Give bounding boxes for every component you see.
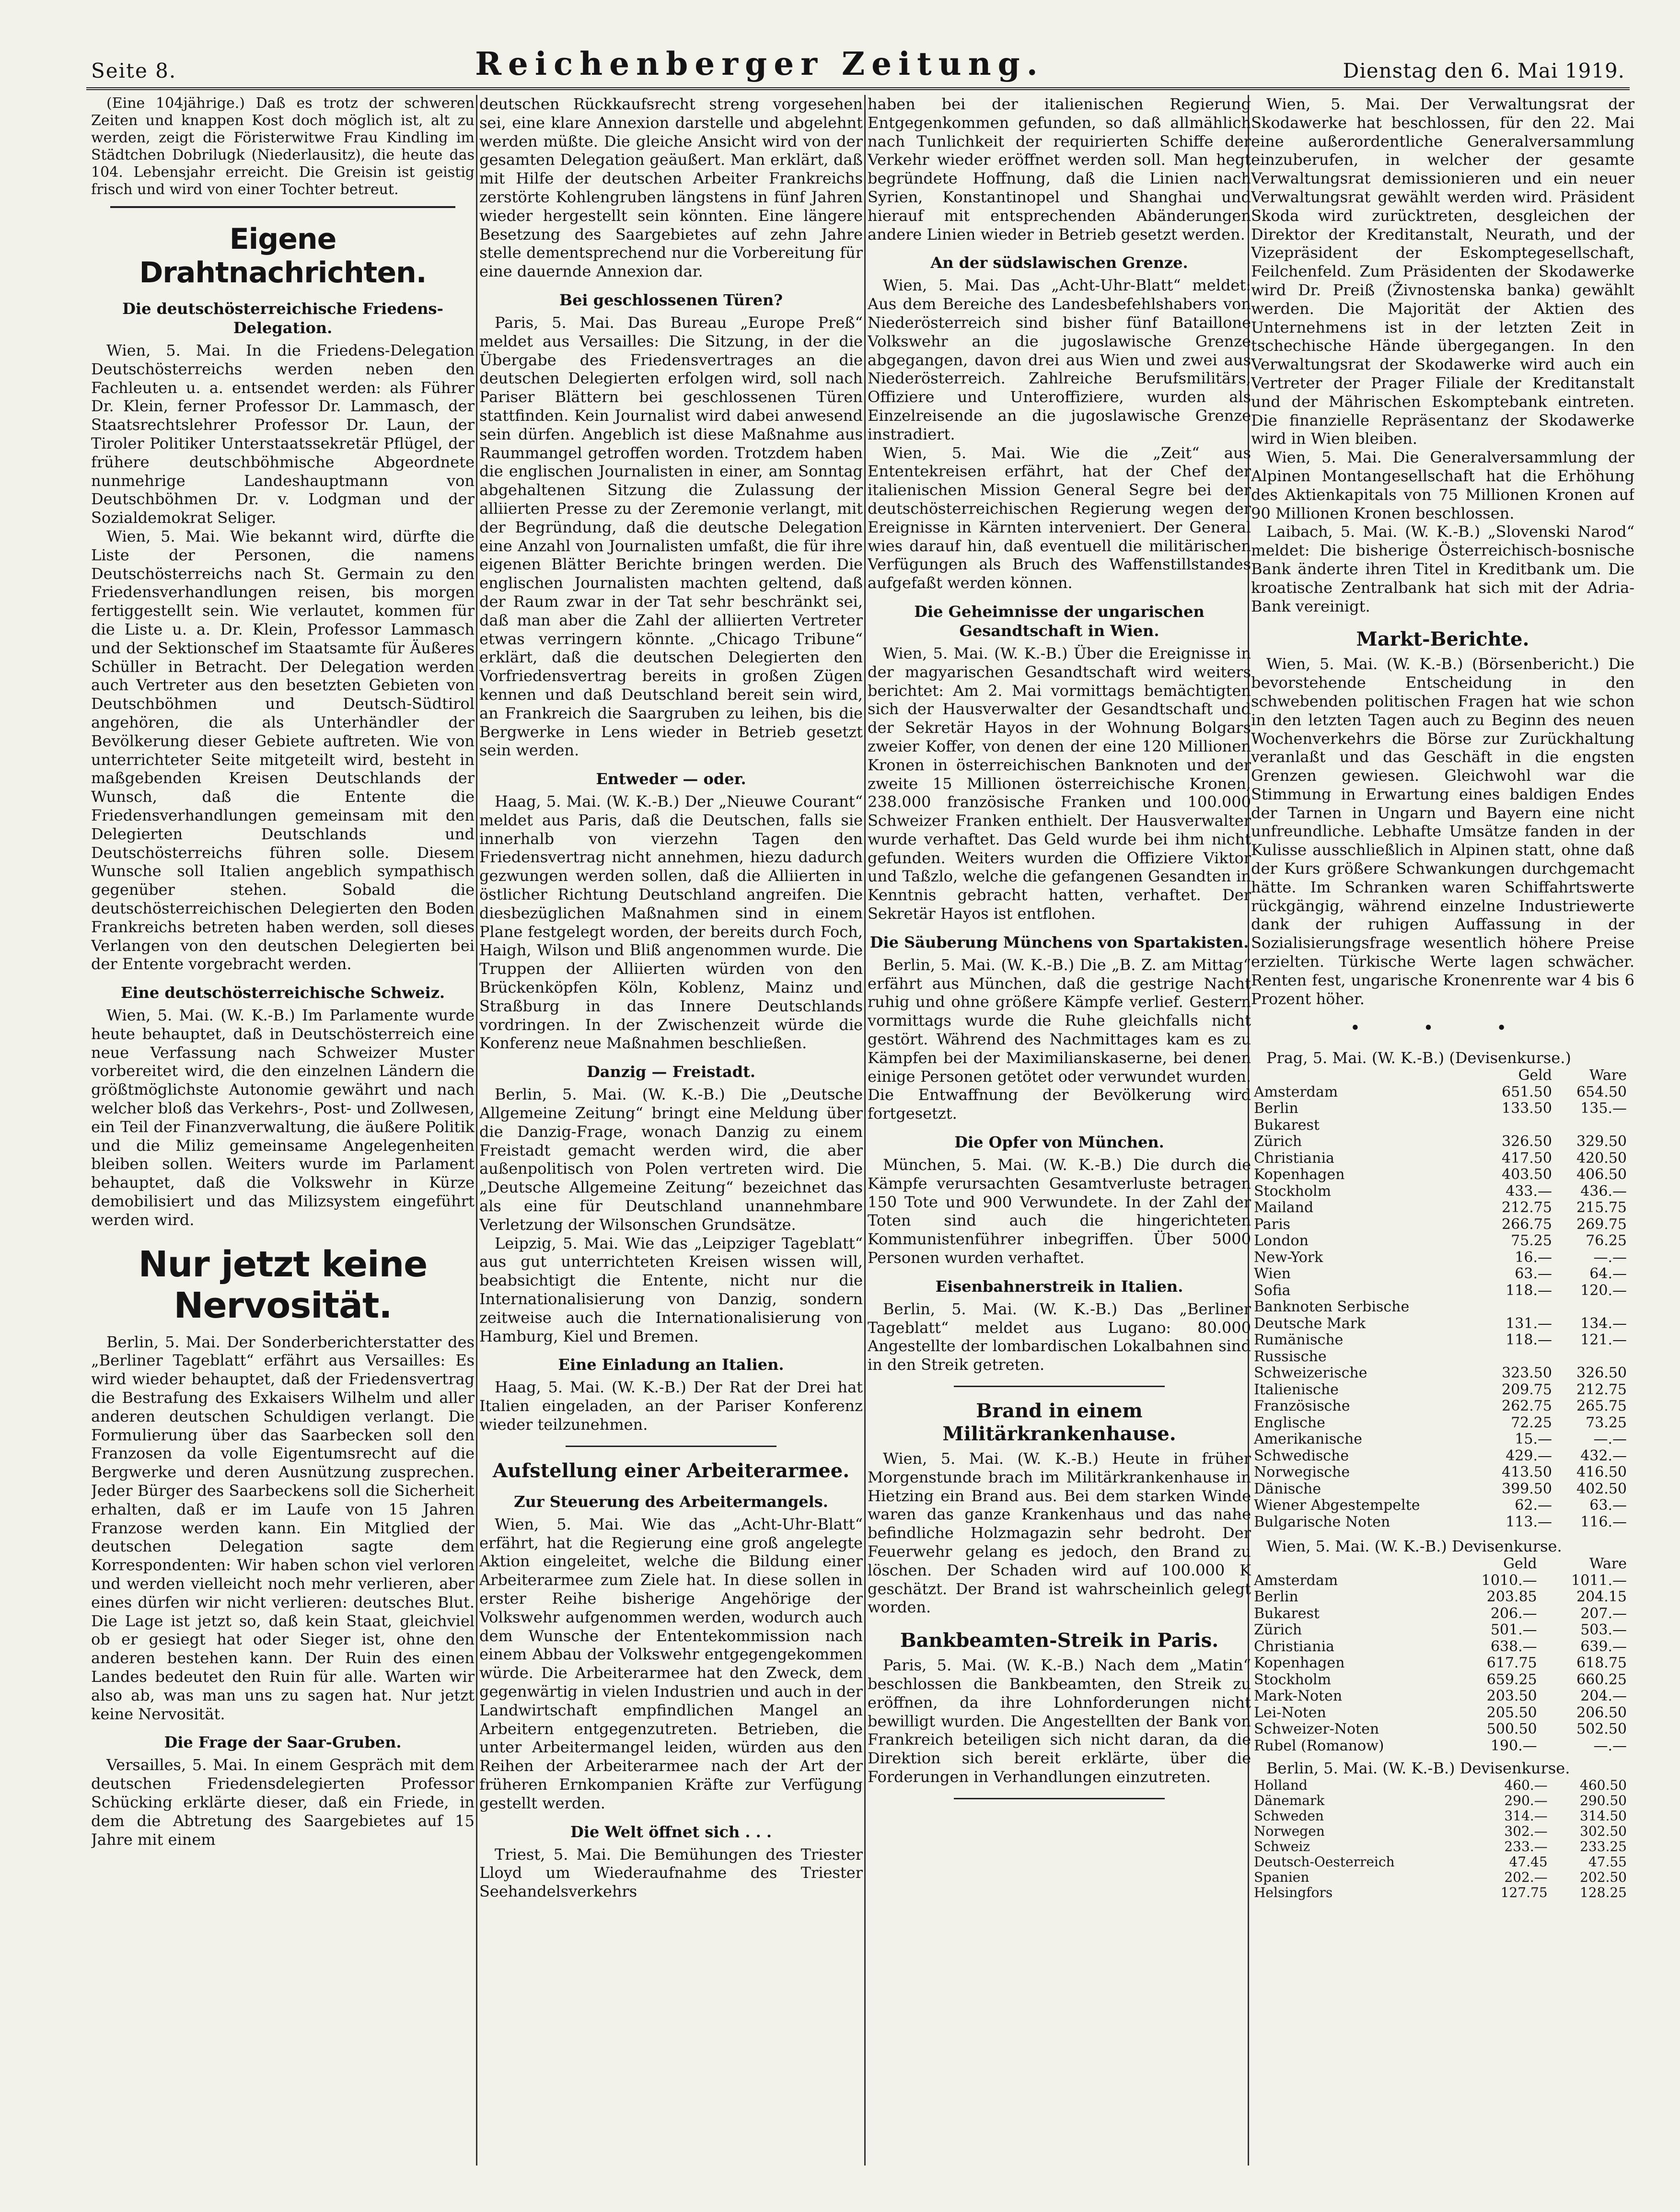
article-text: (Eine 104jährige.) Daß es trotz der schweren Zeiten und knappen Kost doch möglich ist, alt zu werden, zeigt die Föristerwitwe Frau Kindling im Städtchen Dobrilugk (Niederlausitz), die heute das 104. Lebensjahr erreicht. Die Greisin ist geistig frisch und wird von einer Tochter betreut. xyxy=(91,95,475,198)
table-row xyxy=(1251,1497,1630,1514)
rate-value: 660.25 xyxy=(1576,1671,1627,1688)
article-heading: Die Geheimnisse der ungarischen Gesandtschaft in Wien. xyxy=(914,602,1205,640)
currency-name: Rumänische xyxy=(1254,1332,1344,1349)
rate-value: 76.25 xyxy=(1586,1232,1627,1250)
rate-value: 266.75 xyxy=(1502,1216,1552,1233)
currency-name: Italienische xyxy=(1254,1381,1339,1398)
table-row xyxy=(1251,1793,1630,1808)
section-heading: Markt-Berichte. xyxy=(1356,628,1529,651)
rate-value: 73.25 xyxy=(1586,1414,1627,1431)
article-text: Paris, 5. Mai. Das Bureau „Europe Preß“ meldet aus Versailles: Die Sitzung, in der die Übergabe des Friedensvertrages an die deutschen Delegierten erfolgen wird, soll nach Pariser Blättern bei geschlossenen Türen stattfinden. Kein Journalist wird dabei anwesend sein dürfen. Angeblich ist diese Maßnahme aus Raummangel getroffen worden. Trotzdem haben die englischen Journalisten in einer, am Sonntag abgehaltenen Sitzung die Zulassung der alliierten Presse zu der Zeremonie verlangt, mit der Begründung, daß die deutsche Delegation eine Anzahl von Journalisten umfaßt, die für ihre eigenen Blätter Berichte bringen werden. Die englischen Journalisten machten geltend, daß der Raum zwar in der Tat sehr beschränkt sei, daß man aber die Zahl der alliierten Vertreter etwas verringern könnte. „Chicago Tribune“ erklärt, daß die deutschen Delegierten den Vorfriedensvertrag bereits in großen Zügen kennen und daß Deutschland bereit sein wird, an Frankreich die Saargruben zu leihen, bis die Bergwerke in Lens wieder in Betrieb gesetzt sein werden. xyxy=(479,313,863,760)
currency-name: Amerikanische xyxy=(1254,1431,1363,1448)
rate-value: 500.50 xyxy=(1486,1721,1537,1738)
column-header: Ware xyxy=(1589,1555,1627,1573)
currency-name: Norwegen xyxy=(1254,1823,1325,1839)
article-text: Wien, 5. Mai. (W. K.-B.) Im Parlamente wurde heute behauptet, daß in Deutschösterreich eine neue Verfassung nach Schweizer Muster vorbereitet wird, die den einzelnen Ländern die größtmöglichste Autonomie gewährt und nach welcher bloß das Verkehrs-, Post- und Zollwesen, ein Teil der Finanzverwaltung, die äußere Politik und die Miliz gemeinsame Angelegenheiten bleiben sollen. Weiters wurde im Parlament behauptet, daß die Volkswehr in Kürze demobilisiert und das Milizsystem eingeführt werden wird. xyxy=(91,1006,475,1229)
rate-value: 417.50 xyxy=(1502,1149,1552,1167)
rate-value: 406.50 xyxy=(1576,1166,1627,1183)
currency-name: Helsingfors xyxy=(1254,1884,1333,1900)
rate-value: 651.50 xyxy=(1502,1083,1552,1100)
table-row xyxy=(1251,1870,1630,1885)
article-text: Leipzig, 5. Mai. Wie das „Leipziger Tageblatt“ aus gut unterrichteten Kreisen wissen will, beabsichtigt die Entente, nicht nur die Internationalisierung von Danzig, sondern zeitweise auch die Internationalisierung von Hamburg, Kiel und Bremen. xyxy=(479,1234,863,1345)
rate-value: 618.75 xyxy=(1576,1655,1627,1672)
article-text: Wien, 5. Mai. (W. K.-B.) Über die Ereignisse in der magyarischen Gesandtschaft wird weiters berichtet: Am 2. Mai vormittags bemächtigten sich der Hausverwalter der Gesandtschaft und der Sekretär Hayos in der Wohnung Bolgars zweier Koffer, von denen der eine 120 Millionen Kronen in österreichischen Banknoten und der zweite 15 Millionen österreichische Kronen, 238.000 französische Franken und 100.000 Schweizer Franken enthielt. Der Hausverwalter wurde verhaftet. Das Geld wurde bei ihm nicht gefunden. Weiters wurden die Offiziere Viktor und Taßzlo, welche die gefangenen Gesandten in Kenntnis gebracht hatten, verhaftet. Der Sekretär Hayos ist entflohen. xyxy=(868,644,1251,923)
currency-name: Mailand xyxy=(1254,1199,1314,1216)
currency-name: Schweizer-Noten xyxy=(1254,1721,1379,1738)
currency-name: Rubel (Romanow) xyxy=(1254,1737,1384,1754)
currency-name: Norwegische xyxy=(1254,1464,1350,1481)
table-row xyxy=(1251,1672,1630,1689)
article-heading: Bankbeamten-Streik in Paris. xyxy=(900,1629,1219,1652)
rate-value xyxy=(1555,1117,1630,1134)
section-rule xyxy=(110,206,455,208)
rate-value: 1011.— xyxy=(1571,1572,1627,1589)
rate-value: —.— xyxy=(1593,1431,1627,1448)
table-row xyxy=(1251,1622,1630,1639)
currency-name: Lei-Noten xyxy=(1254,1704,1326,1721)
newspaper-title: Reichenberger Zeitung. xyxy=(475,45,1044,82)
article-text: Versailles, 5. Mai. In einem Gespräch mit dem deutschen Friedensdelegierten Professor Schücking erklärte dieser, daß ein Friede, in dem die Abtretung des Saargebietes auf 15 Jahre mit einem xyxy=(91,1756,475,1849)
currency-name: Zürich xyxy=(1254,1133,1302,1150)
rate-value: 203.85 xyxy=(1486,1588,1537,1606)
article-text: Berlin, 5. Mai. Der Sonderberichterstatter des „Berliner Tageblatt“ erfährt aus Versailles: Es wird wieder behauptet, daß der Friedensvertrag die Bestrafung des Exkaisers Wilhelm und aller anderen deutschen Schuldigen verlangt. Die Formulierung über das Saarbecken soll den Franzosen da volle Eigentumsrecht auf die Bergwerke und deren Ausnützung zusprechen. Jeder Bürger des Saarbeckens soll die Sicherheit erhalten, daß er im Laufe von 15 Jahren Franzose werden kann. Ein Mitglied der deutschen Delegation sagte dem Korrespondenten: Wir haben schon viel verloren und werden vielleicht noch mehr verlieren, aber eines dürfen wir nicht verlieren: deutsches Blut. Die Lage ist jetzt so, daß kein Staat, gleichviel ob er gesiegt hat oder Sieger ist, ohne den anderen bestehen kann. Der Ruin des einen Landes bedeutet den Ruin für alle. Warten wir also ab, was man uns zu sagen hat. Nur jetzt keine Nervosität. xyxy=(91,1332,475,1723)
column-divider xyxy=(864,95,866,2166)
currency-name: New-York xyxy=(1254,1249,1323,1266)
article-heading: Eine Einladung an Italien. xyxy=(558,1355,784,1374)
article-heading: Nur jetzt keine Nervosität. xyxy=(138,1243,428,1326)
rate-value: 265.75 xyxy=(1576,1398,1627,1415)
table-row xyxy=(1251,1382,1630,1399)
rate-value: 269.75 xyxy=(1576,1216,1627,1233)
page-number: Seite 8. xyxy=(91,59,177,82)
rate-value: 326.50 xyxy=(1502,1133,1552,1150)
article-text: Haag, 5. Mai. (W. K.-B.) Der Rat der Drei hat Italien eingeladen, an der Pariser Konferenz wieder teilzunehmen. xyxy=(479,1378,863,1434)
rate-value: 416.50 xyxy=(1576,1464,1627,1481)
rate-value: 206.50 xyxy=(1576,1704,1627,1721)
rate-value: 659.25 xyxy=(1486,1671,1537,1688)
rate-value: 460.— xyxy=(1504,1777,1548,1793)
rate-value: 190.— xyxy=(1490,1737,1537,1754)
article-text: Laibach, 5. Mai. (W. K.-B.) „Slovenski Narod“ meldet: Die bisherige Österreichisch-bosnische Bank änderte ihren Titel in Kreditbank um. Die kroatische Zentralbank hat sich mit der Adria-Bank vereinigt. xyxy=(1251,522,1634,615)
currency-name: Stockholm xyxy=(1254,1671,1332,1688)
rate-value: 207.— xyxy=(1580,1605,1627,1622)
article-text: Wien, 5. Mai. In die Friedens-Delegation Deutschösterreichs werden neben den Fachleuten u. a. entsendet werden: als Führer Dr. Klein, ferner Professor Dr. Lammasch, der Staatsrechtslehrer Professor Dr. Laun, der Tiroler Politiker Unterstaatssekretär Pflügel, der frühere deutschböhmische Abgeordnete nunmehrige Landeshauptmann von Deutschböhmen Dr. v. Lodgman und der Sozialdemokrat Seliger. xyxy=(91,341,475,527)
section-heading: Eigene Drahtnachrichten. xyxy=(139,222,427,290)
currency-name: Sofia xyxy=(1254,1282,1291,1299)
rate-value: 215.75 xyxy=(1576,1199,1627,1216)
rate-value xyxy=(1555,1299,1630,1316)
table-row xyxy=(1251,1721,1630,1738)
table-row xyxy=(1251,1778,1630,1793)
currency-name: Paris xyxy=(1254,1216,1291,1233)
rate-value: 502.50 xyxy=(1576,1721,1627,1738)
column-1 xyxy=(91,95,475,2166)
table-row xyxy=(1251,1655,1630,1672)
column-2 xyxy=(479,95,863,2166)
table-row xyxy=(1251,1167,1630,1183)
table-row xyxy=(1251,1299,1630,1316)
rate-value: 402.50 xyxy=(1576,1480,1627,1497)
table-row xyxy=(1251,1150,1630,1167)
rate-value: 429.— xyxy=(1506,1447,1552,1464)
rate-value xyxy=(1480,1117,1555,1134)
rate-value xyxy=(1555,1349,1630,1366)
berlin-rates-table xyxy=(1251,1778,1630,1900)
currency-name: Kopenhagen xyxy=(1254,1655,1345,1672)
article-text: Wien, 5. Mai. (W. K.-B.) (Börsenbericht.) Die bevorstehende Entscheidung in den schwebenden politischen Fragen hat wie schon in den letzten Tagen auch zu Beginn des neuen Wochenverkehrs die Börse zur Zurückhaltung veranlaßt und das Geschäft in die engsten Grenzen gewiesen. Gleichwohl war die Stimmung in Erwartung eines baldigen Endes der Tarnen in Ungarn und Bayern eine nicht unfreundliche. Lebhafte Umsätze fanden in der Kulisse ausschließlich in Alpinen statt, ohne daß der Kurs größere Schwankungen durchgemacht hätte. Im Schranken waren Schiffahrtswerte rückgängig, während einzelne Industriewerte dank der ruhigen Auffassung in der Sozialisierungsfrage wesentlich höhere Preise erzielten. Türkische Werte lagen schwächer. Renten fest, ungarische Kronenrente war 4 bis 6 Prozent höher. xyxy=(1251,655,1634,1008)
article-text: Berlin, 5. Mai. (W. K.-B.) Das „Berliner Tageblatt“ meldet aus Lugano: 80.000 Angestellte der lombardischen Lokalbahnen sind in den Streik getreten. xyxy=(868,1299,1251,1374)
currency-name: Wien xyxy=(1254,1265,1291,1283)
rate-value: 205.50 xyxy=(1486,1704,1537,1721)
article-text: Wien, 5. Mai. Wie das „Acht-Uhr-Blatt“ erfährt, hat die Regierung eine groß angelegte Aktion eingeleitet, welche die Bildung einer Arbeiterarmee zum Ziele hat. In diese sollen in erster Reihe bisherige Angehörige der Volkswehr aufgenommen werden, wodurch auch dem Wunsche der Ententekommission nach einem Abbau der Volkswehr entgegengekommen würde. Die Arbeiterarmee hat den Zweck, dem gegenwärtig in vielen Industrien und auch in der Landwirtschaft empfindlichen Mangel an Arbeitern entgegenzutreten. Betrieben, die unter Arbeitermangel leiden, würden aus den Reihen der Arbeiterarmee nach der Art der früheren Ernkompanien Kräfte zur Verfügung gestellt werden. xyxy=(479,1515,863,1812)
currency-name: Berlin xyxy=(1254,1100,1298,1117)
rate-value: —.— xyxy=(1593,1737,1627,1754)
rate-value: 209.75 xyxy=(1502,1381,1552,1398)
currency-name: Schweizerische xyxy=(1254,1365,1367,1382)
article-text: Wien, 5. Mai. Das „Acht-Uhr-Blatt“ meldet: Aus dem Bereiche des Landesbefehlshabers von Niederösterreich sind bisher fünf Bataillone Volkswehr an die jugoslawische Grenze abgegangen, davon drei aus Wien und zwei aus Niederösterreich. Zahlreiche Berufsmilitärs, Offiziere und Unteroffiziere, wurden als Einzelreisende an die jugoslawische Grenze instradiert. xyxy=(868,276,1251,443)
currency-name: Englische xyxy=(1254,1414,1325,1431)
rate-value: 460.50 xyxy=(1580,1777,1627,1793)
table-row xyxy=(1251,1084,1630,1101)
separator-dots: • • • xyxy=(1350,1019,1536,1039)
currency-name: Spanien xyxy=(1254,1869,1309,1885)
rate-value: 233.25 xyxy=(1580,1838,1627,1854)
rate-value: 290.50 xyxy=(1580,1792,1627,1808)
currency-name: Bulgarische Noten xyxy=(1254,1513,1390,1530)
currency-name: Schwedische xyxy=(1254,1447,1349,1464)
article-heading: Die Säuberung Münchens von Spartakisten. xyxy=(869,933,1249,951)
rate-value: 62.— xyxy=(1515,1497,1552,1514)
currency-name: Banknoten Serbische xyxy=(1254,1298,1410,1316)
currency-name: Bukarest xyxy=(1254,1605,1320,1622)
currency-name: Schweden xyxy=(1254,1807,1324,1824)
table-row xyxy=(1251,1183,1630,1200)
article-text: Wien, 5. Mai. (W. K.-B.) Heute in früher Morgenstunde brach im Militärkrankenhause in Hietzing ein Brand aus. Bei dem starken Winde waren das ganze Krankenhaus und das nahe befindliche Holzmagazin sehr bedroht. Der Feuerwehr gelang es jedoch, den Brand zu löschen. Der Schaden wird auf 100.000 K geschätzt. Der Brand ist wahrscheinlich gelegt worden. xyxy=(868,1449,1251,1617)
rate-value: 116.— xyxy=(1580,1513,1627,1530)
table-row xyxy=(1251,1365,1630,1382)
rate-value: 433.— xyxy=(1506,1182,1552,1200)
table-row xyxy=(1251,1134,1630,1150)
article-text: Triest, 5. Mai. Die Bemühungen des Triester Lloyd um Wiederaufnahme des Triester Seehandelsverkehrs xyxy=(479,1845,863,1901)
column-header: Ware xyxy=(1589,1067,1627,1084)
rate-value: 47.45 xyxy=(1509,1853,1548,1870)
article-heading: Brand in einem Militärkrankenhause. xyxy=(942,1400,1176,1446)
currency-name: Russische xyxy=(1254,1348,1327,1365)
table-row xyxy=(1251,1117,1630,1134)
rate-value: 326.50 xyxy=(1576,1365,1627,1382)
rate-value: 314.50 xyxy=(1580,1807,1627,1824)
table-row xyxy=(1251,1481,1630,1498)
rate-value: 202.50 xyxy=(1580,1869,1627,1885)
table-row xyxy=(1251,1705,1630,1722)
rate-value: 127.75 xyxy=(1500,1884,1548,1900)
currency-name: Französische xyxy=(1254,1398,1350,1415)
article-heading: Die Frage der Saar-Gruben. xyxy=(164,1733,402,1752)
rate-value: 63.— xyxy=(1515,1265,1552,1283)
table-row xyxy=(1251,1808,1630,1824)
currency-name: Dänische xyxy=(1254,1480,1321,1497)
currency-name: Mark-Noten xyxy=(1254,1688,1343,1705)
rate-value: 131.— xyxy=(1506,1315,1552,1332)
article-text: Paris, 5. Mai. (W. K.-B.) Nach dem „Matin“ beschlossen die Bankbeamten, den Streik zu eröffnen, da ihre Lohnforderungen nicht bewilligt wurden. Die Angestellten der Bank von Frankreich beteiligen sich nicht daran, da die Direktion sich bereit erklärte, über die Forderungen in Verhandlungen einzutreten. xyxy=(868,1656,1251,1786)
rate-value: 135.— xyxy=(1580,1100,1627,1117)
rate-value: 212.75 xyxy=(1576,1381,1627,1398)
article-heading: Die Welt öffnet sich . . . xyxy=(570,1822,772,1841)
table-row xyxy=(1251,1824,1630,1839)
rate-value xyxy=(1480,1299,1555,1316)
table-row xyxy=(1251,1415,1630,1432)
currency-name: Deutsche Mark xyxy=(1254,1315,1366,1332)
rate-value: 413.50 xyxy=(1502,1464,1552,1481)
article-text: Wien, 5. Mai. Wie bekannt wird, dürfte die Liste der Personen, die namens Deutschösterreichs nach St. Germain zu den Friedensverhandlungen reisen, bis morgen fertiggestellt sein. Wie verlautet, kommen für die Liste u. a. Dr. Klein, Professor Lammasch und der Sektionschef im Staatsamte für Äußeres Schüller in Betracht. Der Delegation werden auch Vertreter aus den besetzten Gebieten von Deutschböhmen und Deutsch-Südtirol angehören, die als Unterhändler der Bevölkerung dieser Gebiete auftreten. Wie von unterrichteter Seite mitgeteilt wird, besteht in maßgebenden Kreisen Deutschlands der Wunsch, daß die Entente die Friedensverhandlungen gemeinsam mit den Delegierten Deutschlands und Deutschösterreichs führen solle. Diesem Wunsche soll Italien angeblich sympathisch gegenüber stehen. Sobald die deutschösterreichischen Delegierten den Boden Frankreichs betreten haben werden, soll dieses Verlangen von den deutschen Delegierten bei der Entente vorgebracht werden. xyxy=(91,527,475,973)
masthead-rule xyxy=(86,87,1630,90)
currency-name: Christiania xyxy=(1254,1638,1334,1655)
table-row xyxy=(1251,1398,1630,1415)
currency-name: Deutsch-Oesterreich xyxy=(1254,1853,1395,1870)
rate-value: 403.50 xyxy=(1502,1166,1552,1183)
rate-value: 72.25 xyxy=(1511,1414,1552,1431)
table-row xyxy=(1251,1250,1630,1266)
currency-name: Stockholm xyxy=(1254,1182,1332,1200)
table-row xyxy=(1251,1573,1630,1589)
column-4 xyxy=(1251,95,1634,2166)
currency-name: Kopenhagen xyxy=(1254,1166,1345,1183)
column-divider xyxy=(476,95,477,2166)
rate-value: 128.25 xyxy=(1580,1884,1627,1900)
article-heading: An der südslawischen Grenze. xyxy=(930,254,1188,272)
article-text: Wien, 5. Mai. Die Generalversammlung der Alpinen Montangesellschaft hat die Erhöhung des Aktienkapitals von 75 Millionen Kronen auf 90 Millionen Kronen beschlossen. xyxy=(1251,448,1634,522)
rates-intro: Prag, 5. Mai. (W. K.-B.) (Devisenkurse.) xyxy=(1266,1049,1571,1067)
rate-value: 118.— xyxy=(1506,1332,1552,1349)
rate-value: 302.— xyxy=(1504,1823,1548,1839)
article-heading: Entweder — oder. xyxy=(596,770,746,788)
rate-value: 617.75 xyxy=(1486,1655,1537,1672)
table-row xyxy=(1251,1464,1630,1481)
rate-value: 121.— xyxy=(1580,1332,1627,1349)
article-heading: Danzig — Freistadt. xyxy=(586,1063,756,1081)
table-row xyxy=(1251,1639,1630,1656)
article-text: deutschen Rückkaufsrecht streng vorgesehen sei, eine klare Annexion darstelle und abgelehnt werden müßte. Die gleiche Ansicht wird von der gesamten Delegation geäußert. Man erklärt, daß mit Hilfe der deutschen Arbeiter Frankreichs zerstörte Kohlengruben längstens in fünf Jahren wieder hergestellt sein könnten. Eine längere Besetzung des Saargebietes auf zehn Jahre stelle dementsprechend nur die Vorbereitung für eine dauernde Annexion dar. xyxy=(479,95,863,281)
rate-value: 654.50 xyxy=(1576,1083,1627,1100)
table-row xyxy=(1251,1738,1630,1755)
rate-value: 1010.— xyxy=(1481,1572,1537,1589)
column-header: Geld xyxy=(1503,1555,1537,1573)
article-subheading: Zur Steuerung des Arbeitermangels. xyxy=(514,1492,828,1511)
rate-value: 202.— xyxy=(1504,1869,1548,1885)
rate-value: 290.— xyxy=(1504,1792,1548,1808)
rate-value: 638.— xyxy=(1490,1638,1537,1655)
rate-value: 63.— xyxy=(1589,1497,1627,1514)
currency-name: Berlin xyxy=(1254,1588,1298,1606)
currency-name: Holland xyxy=(1254,1777,1308,1793)
currency-name: Amsterdam xyxy=(1254,1572,1338,1589)
rate-value: 262.75 xyxy=(1502,1398,1552,1415)
rates-intro: Berlin, 5. Mai. (W. K.-B.) Devisenkurse. xyxy=(1266,1759,1570,1778)
section-rule xyxy=(954,1798,1165,1799)
currency-name: Bukarest xyxy=(1254,1116,1320,1134)
rate-value: 47.55 xyxy=(1588,1853,1627,1870)
table-row xyxy=(1251,1839,1630,1854)
table-row xyxy=(1251,1885,1630,1900)
table-row xyxy=(1251,1431,1630,1448)
rate-value: 118.— xyxy=(1506,1282,1552,1299)
table-row xyxy=(1251,1854,1630,1870)
table-row xyxy=(1251,1283,1630,1299)
table-row xyxy=(1251,1448,1630,1465)
rate-value: 399.50 xyxy=(1502,1480,1552,1497)
rate-value: 120.— xyxy=(1580,1282,1627,1299)
article-heading: Die Opfer von München. xyxy=(954,1133,1164,1152)
table-row xyxy=(1251,1606,1630,1622)
column-header: Geld xyxy=(1518,1067,1552,1084)
masthead xyxy=(91,39,1625,82)
rate-value: 436.— xyxy=(1580,1182,1627,1200)
currency-name: Christiania xyxy=(1254,1149,1334,1167)
table-row xyxy=(1251,1233,1630,1250)
article-heading: Eisenbahnerstreik in Italien. xyxy=(935,1277,1183,1296)
issue-date: Dienstag den 6. Mai 1919. xyxy=(1343,59,1625,82)
table-row xyxy=(1251,1216,1630,1233)
rate-value: 501.— xyxy=(1490,1621,1537,1639)
rate-value: 206.— xyxy=(1490,1605,1537,1622)
table-row xyxy=(1251,1100,1630,1117)
rate-value: 212.75 xyxy=(1502,1199,1552,1216)
article-text: München, 5. Mai. (W. K.-B.) Die durch die Kämpfe verursachten Gesamtverluste betragen 150 Tote und 900 Verwundete. In der Zahl der Toten sind auch die hingerichteten Kommunistenführer inbegriffen. Über 5000 Personen wurden verhaftet. xyxy=(868,1156,1251,1267)
article-heading: Die deutschösterreichische Friedens-Delegation. xyxy=(122,300,443,337)
rate-value: —.— xyxy=(1593,1249,1627,1266)
rate-value: 75.25 xyxy=(1511,1232,1552,1250)
rate-value: 204.15 xyxy=(1576,1588,1627,1606)
section-rule xyxy=(566,1446,776,1447)
table-row xyxy=(1251,1589,1630,1606)
rates-intro: Wien, 5. Mai. (W. K.-B.) Devisenkurse. xyxy=(1266,1537,1562,1556)
article-heading: Eine deutschösterreichische Schweiz. xyxy=(121,984,445,1002)
article-text: Berlin, 5. Mai. (W. K.-B.) Die „Deutsche Allgemeine Zeitung“ bringt eine Meldung über die Danzig-Frage, wonach Danzig zu einem Freistadt gemacht werden wird, die aber außenpolitisch von Polen vertreten wird. Die „Deutsche Allgemeine Zeitung“ bezeichnet das als eine für Deutschland unannehmbare Verletzung der Wilsonschen Grundsätze. xyxy=(479,1085,863,1234)
rate-value: 323.50 xyxy=(1502,1365,1552,1382)
table-row xyxy=(1251,1332,1630,1349)
rate-value: 233.— xyxy=(1504,1838,1548,1854)
table-row xyxy=(1251,1200,1630,1216)
rate-value: 420.50 xyxy=(1576,1149,1627,1167)
rate-value: 203.50 xyxy=(1486,1688,1537,1705)
article-text: haben bei der italienischen Regierung Entgegenkommen gefunden, so daß allmählich nach Tunlichkeit der requirierten Schiffe der Verkehr wieder eröffnet werden soll. Man hegt begründete Hoffnung, daß die Linien nach Syrien, Konstantinopel und Shanghai und hierauf mit entsprechenden Abänderungen andere Linien wieder in Betrieb gesetzt werden. xyxy=(868,95,1251,243)
table-row xyxy=(1251,1316,1630,1332)
rate-value: 639.— xyxy=(1580,1638,1627,1655)
rate-value: 503.— xyxy=(1580,1621,1627,1639)
article-heading: Aufstellung einer Arbeiterarmee. xyxy=(492,1459,850,1482)
article-text: Wien, 5. Mai. Wie die „Zeit“ aus Ententekreisen erfährt, hat der Chef der italienischen Mission General Segre bei der deutschösterreichischen Regierung wegen der Ereignisse in Kärnten interveniert. Der General wies darauf hin, daß eventuell die militärischen Verfügungen als Bruch des Waffenstillstandes aufgefaßt werden können. xyxy=(868,443,1251,592)
wien-rates-table xyxy=(1251,1556,1630,1754)
rate-value: 133.50 xyxy=(1502,1100,1552,1117)
rate-value: 314.— xyxy=(1504,1807,1548,1824)
article-text: Wien, 5. Mai. Der Verwaltungsrat der Skodawerke hat beschlossen, für den 22. Mai eine außerordentliche Generalversammlung einzuberufen, in welcher der gesamte Verwaltungsrat demissionieren und ein neuer Verwaltungsrat gewählt werden wird. Präsident Skoda wird zurücktreten, desgleichen der Direktor der Kreditanstalt, Neurath, und der Vizepräsident der Eskomptegesellschaft, Feilchenfeld. Zum Präsidenten der Skodawerke wird Dr. Preiß (Živnostenska banka) gewählt werden. Die Majorität der Aktien des Unternehmens ist in der letzten Zeit in tschechische Hände übergegangen. In den Verwaltungsrat der Skodawerke wird auch ein Vertreter der Prager Filiale der Kreditanstalt und der Mährischen Eskomptebank eintreten. Die finanzielle Repräsentanz der Skodawerke wird in Wien bleiben. xyxy=(1251,95,1634,448)
rate-value: 64.— xyxy=(1589,1265,1627,1283)
article-heading: Bei geschlossenen Türen? xyxy=(559,290,783,309)
table-row xyxy=(1251,1349,1630,1366)
rate-value: 204.— xyxy=(1580,1688,1627,1705)
rate-value: 329.50 xyxy=(1576,1133,1627,1150)
currency-name: London xyxy=(1254,1232,1309,1250)
currency-name: Schweiz xyxy=(1254,1838,1310,1854)
currency-name: Wiener Abgestempelte xyxy=(1254,1497,1420,1514)
prag-rates-table xyxy=(1251,1067,1630,1530)
rate-value: 302.50 xyxy=(1580,1823,1627,1839)
rate-value: 432.— xyxy=(1580,1447,1627,1464)
rate-value xyxy=(1480,1349,1555,1366)
article-text: Berlin, 5. Mai. (W. K.-B.) Die „B. Z. am Mittag“ erfährt aus München, daß die gestrige Nacht ruhig und ohne größere Kämpfe verlief. Gestern vormittags wurde die Ruhe gleichfalls nicht gestört. Während des Nachmittages kam es zu Kämpfen bei der Maximilianskaserne, bei denen einige Personen getötet oder verwundet wurden. Die Entwaffnung der Bevölkerung wird fortgesetzt. xyxy=(868,955,1251,1123)
table-row xyxy=(1251,1514,1630,1531)
column-3 xyxy=(868,95,1251,2166)
table-row xyxy=(1251,1688,1630,1705)
rate-value: 134.— xyxy=(1580,1315,1627,1332)
currency-name: Zürich xyxy=(1254,1621,1302,1639)
currency-name: Dänemark xyxy=(1254,1792,1325,1808)
currency-name: Amsterdam xyxy=(1254,1083,1338,1100)
rate-value: 113.— xyxy=(1506,1513,1552,1530)
article-text: Haag, 5. Mai. (W. K.-B.) Der „Nieuwe Courant“ meldet aus Paris, daß die Deutschen, falls sie innerhalb von vierzehn Tagen den Friedensvertrag nicht annehmen, hiezu dadurch gezwungen werden sollen, daß die Alliierten in östlicher Richtung Deutschland angreifen. Die diesbezüglichen Maßnahmen sind in einem Plane festgelegt worden, der bereits durch Foch, Haigh, Wilson und Bliß angenommen wurde. Die Truppen der Alliierten würden von den Brückenköpfen Köln, Koblenz, Mainz und Straßburg in das Innere Deutschlands vordringen. In der Zwischenzeit würde die Konferenz neue Maßnahmen beschließen. xyxy=(479,792,863,1053)
rate-value: 15.— xyxy=(1515,1431,1552,1448)
section-rule xyxy=(954,1386,1165,1387)
table-row xyxy=(1251,1266,1630,1283)
rate-value: 16.— xyxy=(1515,1249,1552,1266)
